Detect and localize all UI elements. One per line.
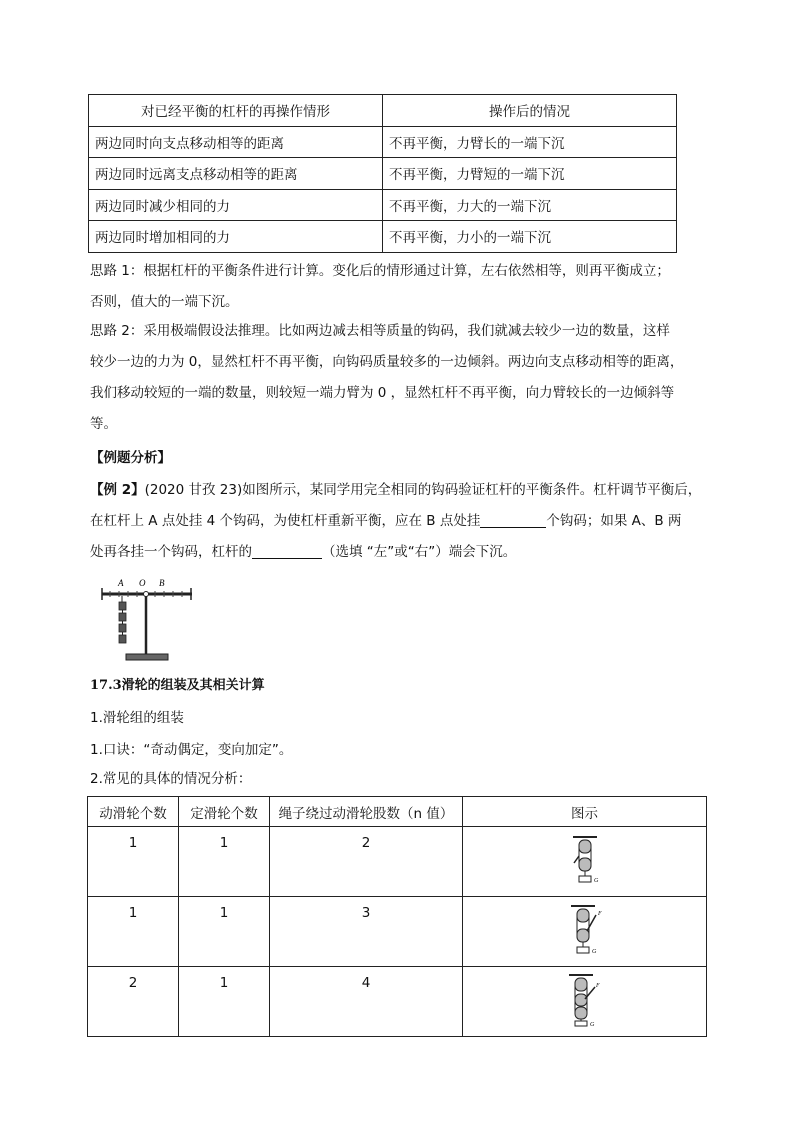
movable-pulley-icon [579,858,591,871]
weight-block-icon [579,876,591,882]
example-question [90,475,710,568]
fixed-pulley-icon [575,978,587,991]
section-title: 17.3滑轮的组装及其相关计算 [90,678,265,693]
table-row [89,126,677,158]
weight-label: G [589,1021,594,1028]
text-line [90,506,710,537]
example-line3-b: （选填 “左”或“右”）端会下沉。 [322,544,517,560]
table-row [89,158,677,190]
movable-pulley-icon [575,994,587,1006]
example-line2-b: 个钩码；如果 A、B 两 [546,513,682,529]
table-row [89,189,677,221]
table-cell: 两边同时向支点移动相等的距离 [89,126,383,158]
pulley-diagram-2 [563,903,607,957]
answer-blank-2[interactable] [252,544,322,559]
table-header-row [88,797,707,827]
pulley-table [87,796,707,1037]
example-line3-a: 处再各挂一个钩码，杠杆的 [90,544,252,560]
idea-2-paragraph [90,316,710,440]
table-cell: 1 [88,827,179,897]
table-row [88,827,707,897]
point-a-label: A [118,578,124,588]
table-cell: 1 [179,967,270,1037]
list-item-1: 1.滑轮组的组装 [90,710,184,726]
text-line: 否则，值大的一端下沉。 [90,294,239,310]
table-header-cell: 操作后的情况 [383,95,677,127]
table-cell: 两边同时增加相同的力 [89,221,383,253]
table-cell: 两边同时远离支点移动相等的距离 [89,158,383,190]
table-row [89,221,677,253]
text-line: 思路 2：采用极端假设法推理。比如两边减去相等质量的钩码，我们就减去较少一边的数量，这样 [90,323,670,339]
table-header-row [89,95,677,127]
table-cell [463,897,707,967]
weight-label: G [591,948,596,955]
table-cell: 1 [179,897,270,967]
fixed-pulley-icon [579,840,591,853]
lever-figure [96,574,196,664]
point-o-label: O [139,578,146,588]
list-item-3: 2.常见的具体的情况分析： [90,771,252,787]
example-tag: 【例 2】 [90,482,145,498]
example-line1: (2020 甘孜 23)如图所示，某同学用完全相同的钩码验证杠杆的平衡条件。杠杆调节平衡后， [144,482,702,498]
text-line [90,537,710,568]
weight-block-icon [577,947,589,953]
idea-1-paragraph [90,256,710,318]
table-cell: 不再平衡，力臂长的一端下沉 [383,126,677,158]
table-header-cell: 动滑轮个数 [88,797,179,827]
table-cell: 1 [179,827,270,897]
pivot-point [144,592,149,597]
pulley-diagram-3 [563,972,607,1028]
table-cell: 两边同时减少相同的力 [89,189,383,221]
table-cell: 不再平衡，力臂短的一端下沉 [383,158,677,190]
fixed-pulley-icon [577,909,589,922]
force-label: F [597,910,602,917]
example-line2-a: 在杠杆上 A 点处挂 4 个钩码，为使杠杆重新平衡，应在 B 点处挂 [90,513,481,529]
table-cell: 3 [270,897,463,967]
example-heading: 【例题分析】 [90,450,171,466]
text-line: 较少一边的力为 0，显然杠杆不再平衡，向钩码质量较多的一边倾斜。两边向支点移动相等的距离， [90,354,684,370]
pulley-diagram-1 [565,834,605,886]
table-cell: 1 [88,897,179,967]
point-b-label: B [159,578,165,588]
lever-operations-table [88,94,677,253]
text-line: 等。 [90,416,117,432]
weight-block-icon [575,1021,587,1026]
table-cell: 2 [270,827,463,897]
lever-stand-base [126,654,168,660]
table-header-cell: 图示 [463,797,707,827]
table-cell: 不再平衡，力大的一端下沉 [383,189,677,221]
table-row [88,967,707,1037]
table-cell: 不再平衡，力小的一端下沉 [383,221,677,253]
text-line [90,475,710,506]
table-cell: 2 [88,967,179,1037]
table-cell [463,967,707,1037]
table-header-cell: 绳子绕过动滑轮股数（n 值） [270,797,463,827]
list-item-2: 1.口诀：“奇动偶定，变向加定”。 [90,742,293,758]
movable-pulley-icon [575,1007,587,1019]
table-cell: 4 [270,967,463,1037]
text-line: 思路 1：根据杠杆的平衡条件进行计算。变化后的情形通过计算，左右依然相等，则再平衡成立； [90,263,670,279]
force-arrow-icon [574,856,579,863]
text-line: 我们移动较短的一端的数量，则较短一端力臂为 0 ，显然杠杆不再平衡，向力臂较长的一边倾斜等 [90,385,675,401]
table-row [88,897,707,967]
answer-blank-1[interactable] [480,513,546,528]
table-header-cell: 对已经平衡的杠杆的再操作情形 [89,95,383,127]
force-label: F [595,982,600,989]
weight-label: G [593,877,598,884]
table-cell [463,827,707,897]
table-header-cell: 定滑轮个数 [179,797,270,827]
